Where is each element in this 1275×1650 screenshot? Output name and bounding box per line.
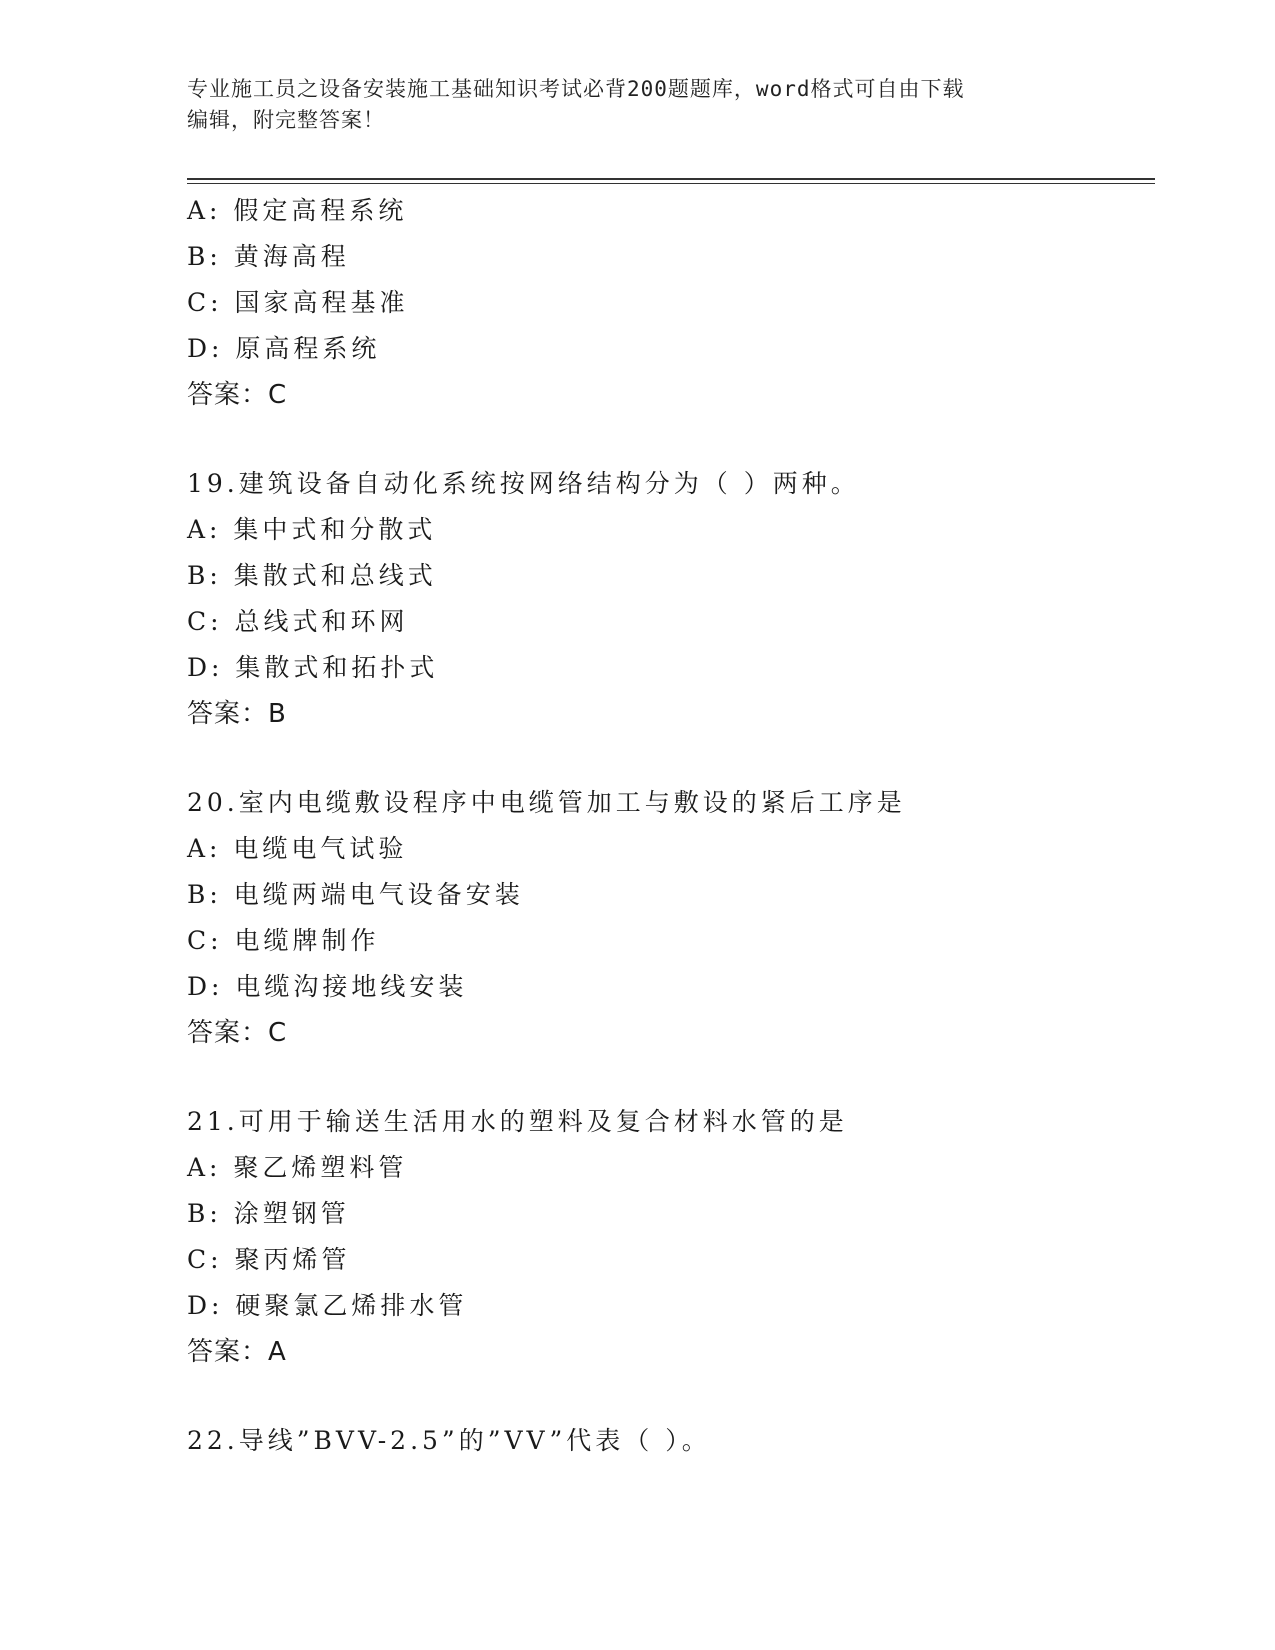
question-block-18 <box>187 188 1155 418</box>
option-c: C: 聚丙烯管 <box>187 1245 351 1274</box>
document-header <box>187 74 1067 136</box>
option-a: A: 假定高程系统 <box>187 196 408 225</box>
option-d: D: 硬聚氯乙烯排水管 <box>187 1291 468 1320</box>
header-title-line1: 专业施工员之设备安装施工基础知识考试必背200题题库，word格式可自由下载 <box>187 77 965 101</box>
option-d: D: 电缆沟接地线安装 <box>187 972 468 1001</box>
option-a: A: 聚乙烯塑料管 <box>187 1153 408 1182</box>
answer-line: 答案：A <box>187 1337 287 1367</box>
question-block-19 <box>187 461 1155 737</box>
question-block-22 <box>187 1418 1155 1464</box>
question-block-20 <box>187 780 1155 1056</box>
header-title-line2: 编辑，附完整答案！ <box>187 108 385 132</box>
option-a: A: 集中式和分散式 <box>187 515 437 544</box>
question-list <box>187 188 1155 1464</box>
option-d: D: 原高程系统 <box>187 334 381 363</box>
question-text: 21.可用于输送生活用水的塑料及复合材料水管的是 <box>187 1107 848 1136</box>
option-b: B: 黄海高程 <box>187 242 350 271</box>
header-divider-thin <box>187 183 1155 184</box>
option-a: A: 电缆电气试验 <box>187 834 408 863</box>
option-c: C: 总线式和环网 <box>187 607 409 636</box>
question-text: 22.导线”BVV-2.5”的”VV”代表（ ）。 <box>187 1426 711 1455</box>
question-text: 20.室内电缆敷设程序中电缆管加工与敷设的紧后工序是 <box>187 788 906 817</box>
option-b: B: 集散式和总线式 <box>187 561 437 590</box>
option-c: C: 国家高程基准 <box>187 288 409 317</box>
answer-line: 答案：B <box>187 699 287 729</box>
option-b: B: 涂塑钢管 <box>187 1199 350 1228</box>
answer-line: 答案：C <box>187 1018 288 1048</box>
option-b: B: 电缆两端电气设备安装 <box>187 880 524 909</box>
question-block-21 <box>187 1099 1155 1375</box>
option-c: C: 电缆牌制作 <box>187 926 380 955</box>
header-divider-thick <box>187 178 1155 180</box>
option-d: D: 集散式和拓扑式 <box>187 653 439 682</box>
question-text: 19.建筑设备自动化系统按网络结构分为（ ）两种。 <box>187 469 860 498</box>
answer-line: 答案：C <box>187 380 288 410</box>
